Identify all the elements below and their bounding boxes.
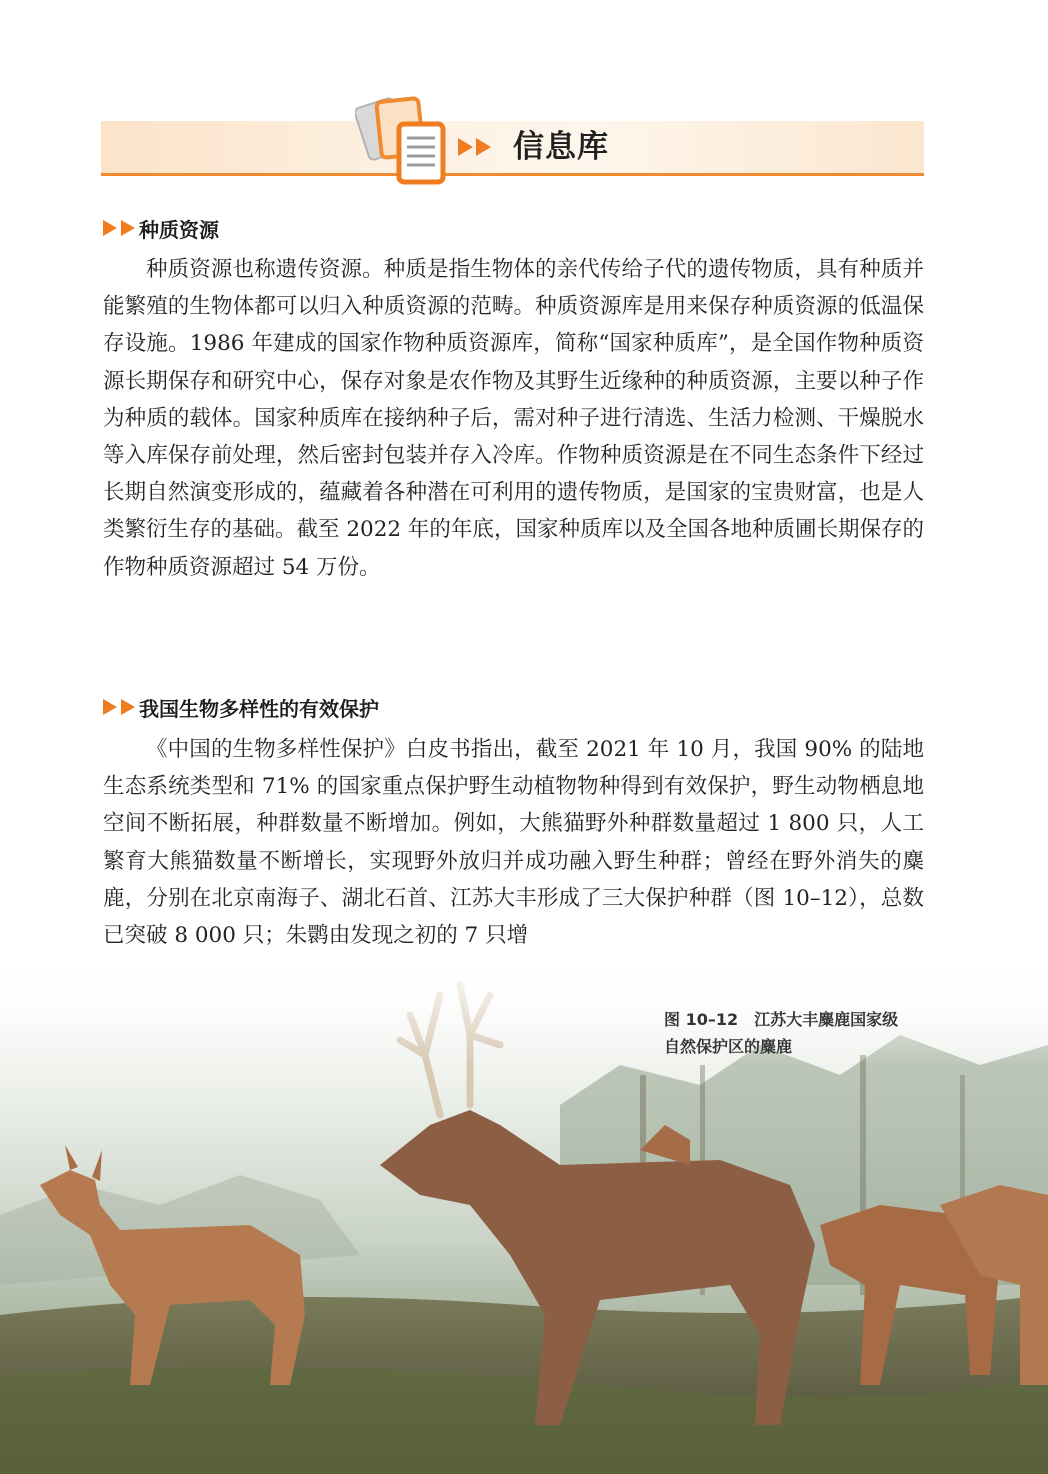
figure-caption: [664, 1006, 934, 1060]
section-title: 我国生物多样性的有效保护: [139, 696, 379, 721]
section-title: 种质资源: [139, 217, 219, 242]
section-heading-biodiversity: [103, 690, 379, 724]
section-body-germplasm: 种质资源也称遗传资源。种质是指生物体的亲代传给子代的遗传物质，具有种质并能繁殖的生物体都可以归入种质资源的范畴。种质资源库是用来保存种质资源的低温保存设施。1986 年建成的国家作物种质资源库，简称“国家种质库”，是全国作物种质资源长期保存和研究中心，保存对象是农作物及其野生近缘种的种质资源，主要以种子作为种质的载体。国家种质库在接纳种子后，需对种子进行清选、生活力检测、干燥脱水等入库保存前处理，然后密封包装并存入冷库。作物种质资源是在不同生态条件下经过长期自然演变形成的，蕴藏着各种潜在可利用的遗传物质，是国家的宝贵财富，也是人类繁衍生存的基础。截至 2022 年的年底，国家种质库以及全国各地种质圃长期保存的作物种质资源超过 54 万份。: [103, 257, 924, 580]
caption-line: 自然保护区的麋鹿: [664, 1037, 793, 1056]
banner-arrows: [458, 131, 494, 163]
arrow-right-icon: [121, 220, 135, 236]
document-stack-icon: [355, 94, 450, 188]
caption-line: 图 10–12 江苏大丰麋鹿国家级: [664, 1010, 899, 1029]
section-heading-germplasm: [103, 211, 219, 245]
arrow-right-icon: [103, 699, 117, 715]
section-body-biodiversity: 《中国的生物多样性保护》白皮书指出，截至 2021 年 10 月，我国 90% 的陆地生态系统类型和 71% 的国家重点保护野生动植物物种得到有效保护，野生动物栖息地空间不断拓展，种群数量不断增加。例如，大熊猫野外种群数量超过 1 800 只，人工繁育大熊猫数量不断增长，实现野外放归并成功融入野生种群；曾经在野外消失的麋鹿，分别在北京南海子、湖北石首、江苏大丰形成了三大保护种群（图 10–12），总数已突破 8 000 只；朱鹮由发现之初的 7 只增: [103, 737, 924, 949]
arrow-right-icon: [121, 699, 135, 715]
page-title: 信息库: [513, 129, 609, 165]
arrow-right-icon: [458, 138, 473, 156]
arrow-right-icon: [103, 220, 117, 236]
arrow-right-icon: [476, 138, 491, 156]
